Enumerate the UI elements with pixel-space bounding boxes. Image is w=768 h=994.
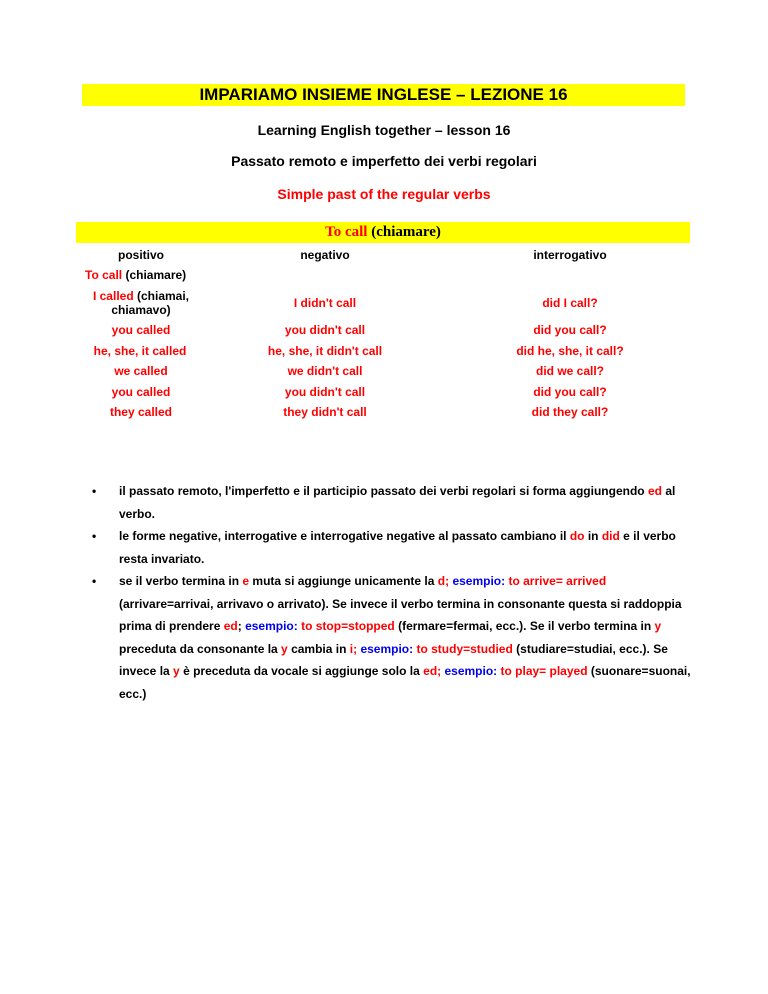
verb-translation: (chiamare) [371, 224, 441, 240]
page-title: IMPARIAMO INSIEME INGLESE – LEZIONE 16 [82, 84, 685, 106]
verb-heading [76, 222, 690, 243]
list-item [92, 525, 692, 570]
cell-negative: he, she, it didn't call [267, 344, 383, 358]
cell-interrogative: did he, she, it call? [516, 344, 624, 358]
cell-interrogative: did you call? [533, 323, 607, 337]
note-highlight: do [569, 529, 585, 543]
cell-negative: you didn't call [284, 385, 366, 399]
note-highlight: y [173, 664, 180, 678]
note-text: il passato remoto, l'imperfetto e il participio passato dei verbi regolari si forma aggiungendo [119, 484, 648, 498]
infinitive-translation: (chiamare) [125, 268, 187, 282]
note-example: to play= played [497, 664, 588, 678]
column-header-positive: positivo [117, 248, 164, 262]
cell-positive [80, 289, 202, 317]
note-example-label: esempio: [357, 641, 414, 656]
note-text: (fermare=fermai, ecc.). Se il verbo termina in [394, 619, 655, 633]
cell-positive: you called [111, 385, 171, 399]
notes-list [92, 480, 692, 705]
topic-heading: Simple past of the regular verbs [277, 186, 491, 202]
note-highlight: ed [223, 619, 238, 633]
note-highlight: e [242, 574, 250, 588]
list-item [92, 480, 692, 525]
note-text: se il verbo termina in [119, 574, 243, 588]
note-highlight: ed; [423, 664, 442, 678]
note-example-label: esempio: [441, 664, 498, 678]
note-highlight: i; [349, 641, 358, 656]
column-header-negative: negativo [300, 248, 350, 262]
note-text: cambia in [287, 641, 350, 656]
note-text: (suonare=suonai, ecc.) [119, 664, 691, 701]
note-text: è preceduta da vocale si aggiunge solo la [179, 664, 424, 678]
note-highlight: y [281, 641, 288, 656]
note-highlight: did [601, 529, 620, 543]
subtitle-italian: Passato remoto e imperfetto dei verbi regolari [231, 153, 537, 169]
cell-positive: we called [114, 364, 168, 378]
cell-negative: I didn't call [293, 296, 357, 310]
cell-interrogative: did you call? [533, 385, 607, 399]
note-text: e il verbo resta invariato. [119, 529, 676, 566]
infinitive-verb: To call [85, 268, 123, 282]
subtitle-english: Learning English together – lesson 16 [257, 122, 511, 138]
note-text: le forme negative, interrogative e interrogative negative al passato cambiano il [119, 529, 570, 543]
cell-negative: we didn't call [287, 364, 363, 378]
note-text: muta si aggiunge unicamente la [249, 574, 438, 588]
note-example-label: esempio: [245, 619, 298, 633]
note-example: to arrive= arrived [505, 574, 607, 588]
cell-positive: he, she, it called [93, 344, 187, 358]
note-text: (studiare=studiai, ecc.). Se invece la [119, 641, 668, 678]
positive-form: I called [92, 289, 134, 303]
cell-interrogative: did I call? [542, 296, 598, 310]
note-text: (arrivare=arrivai, arrivavo o arrivato). Se invece il verbo termina in consonante questa si raddoppia prima di prendere [119, 596, 682, 633]
note-highlight: ed [647, 484, 662, 498]
note-text: ; [237, 619, 246, 633]
infinitive-row [85, 268, 695, 282]
note-example: to study=studied [413, 641, 513, 656]
note-text: preceduta da consonante la [119, 641, 282, 656]
cell-interrogative: did we call? [535, 364, 604, 378]
column-header-interrogative: interrogativo [533, 248, 607, 262]
note-highlight: y [654, 619, 662, 633]
cell-positive: they called [109, 405, 173, 419]
cell-positive: you called [111, 323, 171, 337]
cell-negative: you didn't call [284, 323, 366, 337]
list-item [92, 570, 692, 705]
positive-translation: (chiamai, chiamavo) [111, 289, 190, 317]
cell-interrogative: did they call? [531, 405, 609, 419]
note-text: al verbo. [119, 484, 676, 521]
note-example: to stop=stopped [297, 619, 395, 633]
note-example-label: esempio: [449, 574, 506, 588]
note-text: in [584, 529, 602, 543]
note-highlight: d; [437, 574, 450, 588]
cell-negative: they didn't call [283, 405, 367, 419]
verb-infinitive: To call [325, 224, 368, 240]
